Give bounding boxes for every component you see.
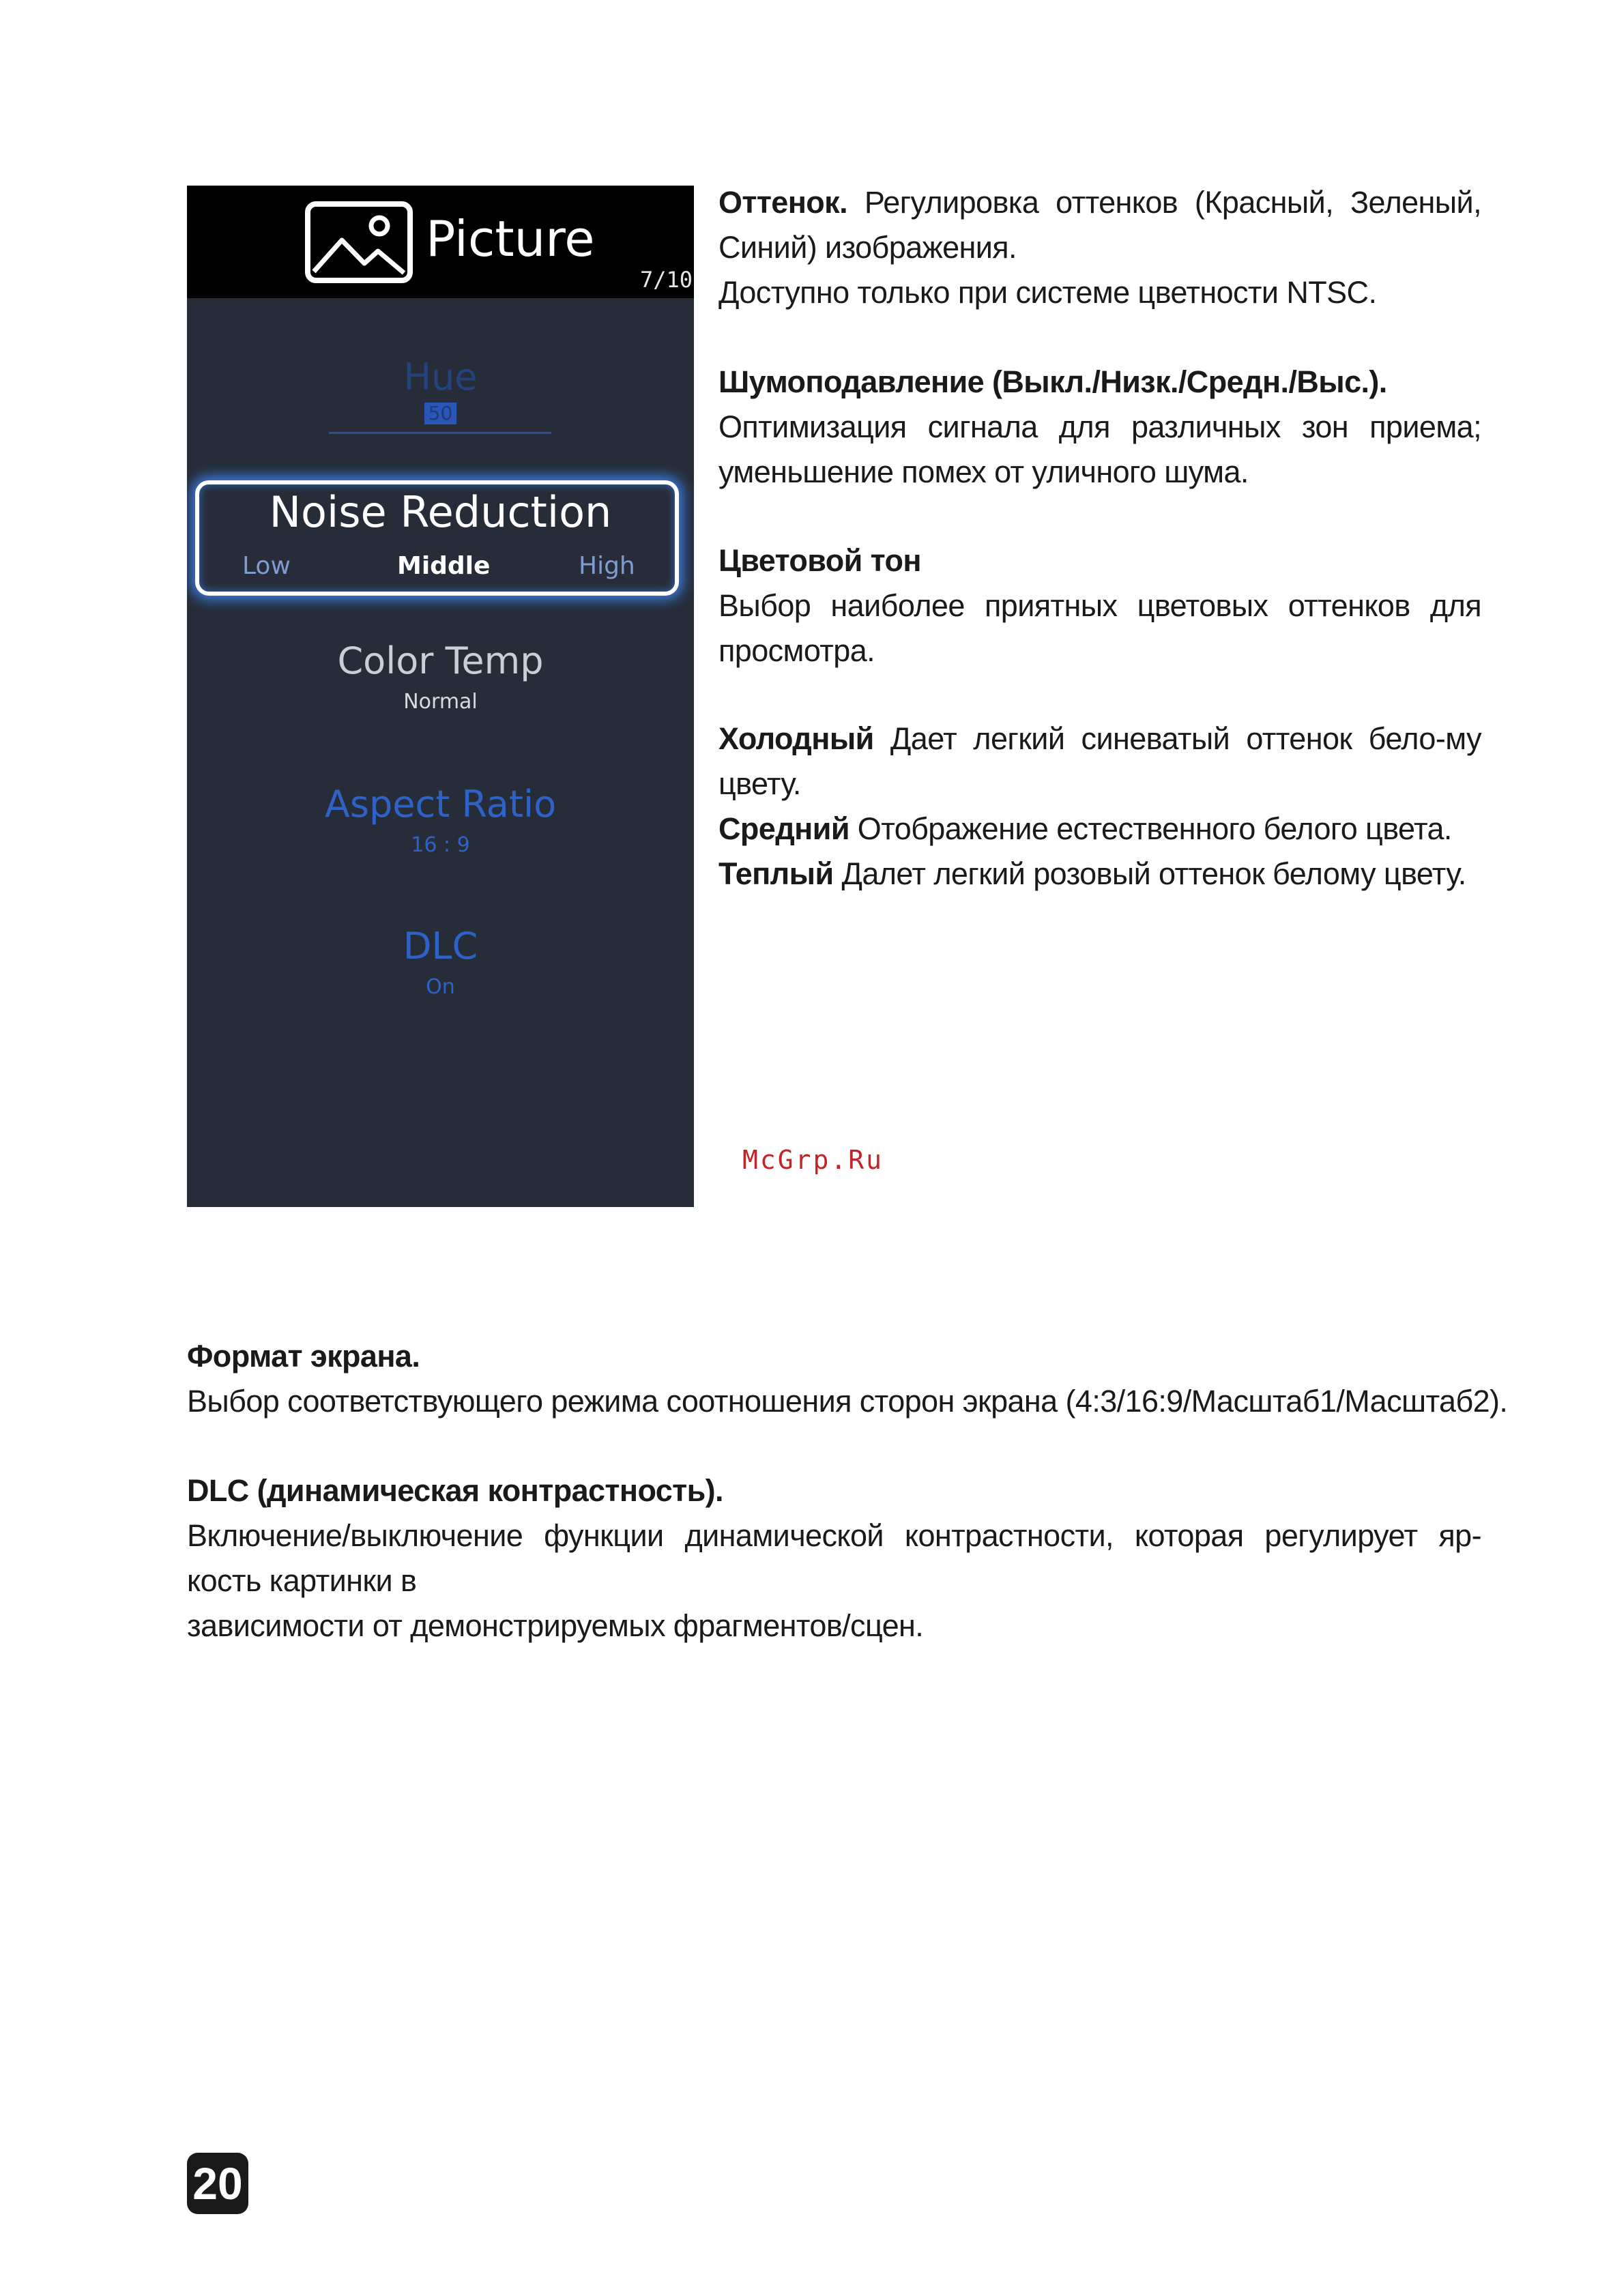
menu-item-hue[interactable] bbox=[187, 355, 694, 424]
warm-term: Теплый bbox=[718, 856, 834, 891]
page-indicator: 7/10 bbox=[639, 267, 693, 293]
noise-option-middle[interactable]: Middle bbox=[397, 552, 491, 580]
hue-label: Hue bbox=[403, 355, 478, 398]
picture-icon bbox=[304, 201, 413, 284]
cold-text: Дает легкий синеватый оттенок бело-му цвету. bbox=[718, 721, 1481, 801]
dlc-value: On bbox=[426, 975, 455, 999]
format-body: Выбор соответствующего режима соотношения сторон экрана (4:3/16:9/Масштаб1/Масштаб2). bbox=[187, 1384, 1508, 1419]
color-tone-body: Выбор наиболее приятных цветовых оттенков для просмотра. bbox=[718, 588, 1481, 668]
hue-ntsc-note: Доступно только при системе цветности NTSC. bbox=[718, 275, 1377, 310]
menu-title: Picture bbox=[426, 210, 595, 267]
noise-term: Шумоподавление (Выкл./Низк./Средн./Выс.). bbox=[718, 364, 1387, 399]
medium-term: Средний bbox=[718, 811, 849, 846]
tv-picture-menu bbox=[187, 186, 694, 1207]
menu-item-dlc[interactable] bbox=[187, 925, 694, 999]
cold-term: Холодный bbox=[718, 721, 874, 756]
color-temp-value: Normal bbox=[403, 690, 478, 714]
dlc-title bbox=[187, 1468, 1481, 1513]
dlc-label: DLC bbox=[403, 925, 478, 968]
color-tone-term: Цветовой тон bbox=[718, 543, 921, 578]
hue-value: 50 bbox=[424, 403, 457, 424]
color-temp-label: Color Temp bbox=[337, 639, 544, 682]
dlc-body-line-3: зависимости от демонстрируемых фрагментов/сцен. bbox=[187, 1608, 924, 1643]
aspect-ratio-label: Aspect Ratio bbox=[324, 783, 557, 826]
warm-description bbox=[718, 852, 1490, 897]
cold-description bbox=[718, 716, 1481, 806]
medium-description bbox=[718, 806, 1490, 852]
menu-header bbox=[187, 186, 694, 298]
menu-item-color-temp[interactable] bbox=[187, 639, 694, 714]
hue-term: Оттенок. bbox=[718, 185, 847, 220]
color-tone-title bbox=[718, 538, 1481, 583]
warm-text: Далет легкий розовый оттенок белому цвету. bbox=[841, 856, 1466, 891]
format-title bbox=[187, 1334, 1481, 1379]
medium-text: Отображение естественного белого цвета. bbox=[857, 811, 1452, 846]
noise-option-high[interactable]: High bbox=[579, 552, 635, 580]
hue-description bbox=[718, 180, 1481, 270]
watermark: McGrp.Ru bbox=[742, 1145, 884, 1175]
noise-option-low[interactable]: Low bbox=[242, 552, 291, 580]
menu-item-aspect-ratio[interactable] bbox=[187, 783, 694, 857]
dlc-body-line-2: кость картинки в bbox=[187, 1563, 417, 1598]
noise-body: Оптимизация сигнала для различных зон приема; уменьшение помех от уличного шума. bbox=[718, 409, 1481, 489]
hue-slider-track[interactable] bbox=[329, 432, 551, 434]
format-term: Формат экрана. bbox=[187, 1339, 420, 1374]
hue-body: Регулировка оттенков (Красный, Зеленый, Синий) изображения. bbox=[718, 185, 1481, 265]
noise-reduction-label: Noise Reduction bbox=[269, 487, 612, 537]
dlc-body-line-1: Включение/выключение функции динамической контрастности, которая регулирует яр- bbox=[187, 1518, 1481, 1553]
aspect-ratio-value: 16 : 9 bbox=[411, 833, 470, 857]
dlc-body bbox=[187, 1513, 1481, 1648]
noise-title bbox=[718, 360, 1481, 405]
dlc-term: DLC (динамическая контрастность). bbox=[187, 1473, 723, 1508]
page-number: 20 bbox=[187, 2153, 248, 2214]
